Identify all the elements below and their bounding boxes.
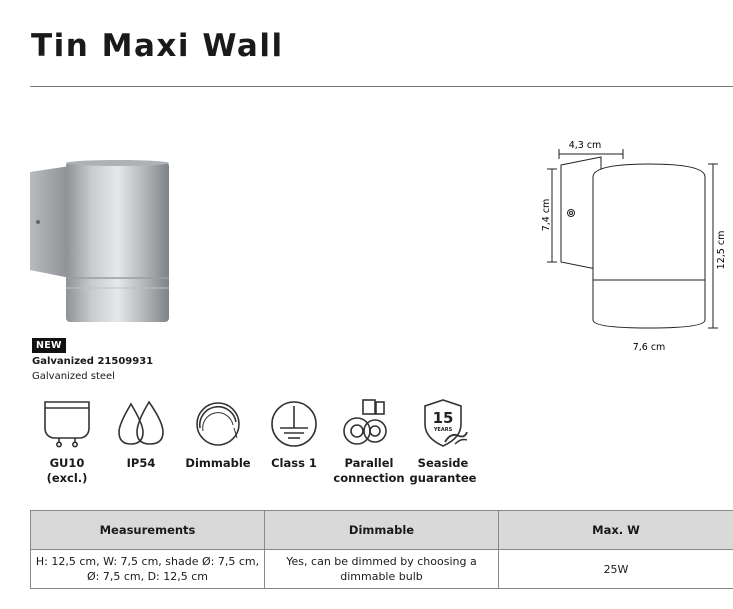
gu10-bulb-icon (39, 398, 95, 448)
cell-dimmable: Yes, can be dimmed by choosing a dimmable bulb (265, 550, 499, 589)
product-photo (30, 160, 180, 330)
spec-table (30, 510, 733, 589)
feature-label: Dimmable (185, 456, 251, 470)
height-label: 12,5 cm (716, 230, 727, 270)
feature-label: Parallel connection (333, 456, 405, 485)
feature-seaside (400, 398, 486, 486)
seaside-guarantee-icon (415, 398, 471, 448)
header-max-w: Max. W (499, 511, 733, 550)
header-dimmable: Dimmable (265, 511, 499, 550)
product-name: Galvanized 21509931 (32, 356, 154, 367)
back-height-label: 7,4 cm (541, 198, 552, 232)
width-label: 7,6 cm (632, 342, 666, 353)
dimmable-icon (190, 398, 246, 448)
feature-class1 (251, 398, 337, 471)
page-title: Tin Maxi Wall (31, 28, 284, 64)
feature-ip54 (98, 398, 184, 471)
feature-label: IP54 (126, 456, 156, 470)
ip54-drops-icon (113, 398, 169, 448)
feature-label: Class 1 (271, 456, 317, 470)
cell-max-w: 25W (499, 550, 733, 589)
parallel-connection-icon (341, 398, 397, 448)
new-badge: NEW (32, 338, 66, 353)
dimension-drawing (533, 132, 733, 362)
feature-label: GU10 (excl.) (46, 456, 88, 485)
title-divider (30, 86, 733, 87)
feature-dimmable (175, 398, 261, 471)
table-header-row (31, 511, 733, 550)
table-row (31, 550, 733, 589)
cell-measurements: H: 12,5 cm, W: 7,5 cm, shade Ø: 7,5 cm, Ø: 7,5 cm, D: 12,5 cm (31, 550, 265, 589)
depth-label: 4,3 cm (568, 140, 602, 151)
product-material: Galvanized steel (32, 371, 115, 382)
feature-label: Seaside guarantee (409, 456, 477, 485)
class1-earth-icon (266, 398, 322, 448)
header-measurements: Measurements (31, 511, 265, 550)
guarantee-years: 15 (432, 409, 454, 427)
guarantee-word: YEARS (433, 427, 453, 433)
